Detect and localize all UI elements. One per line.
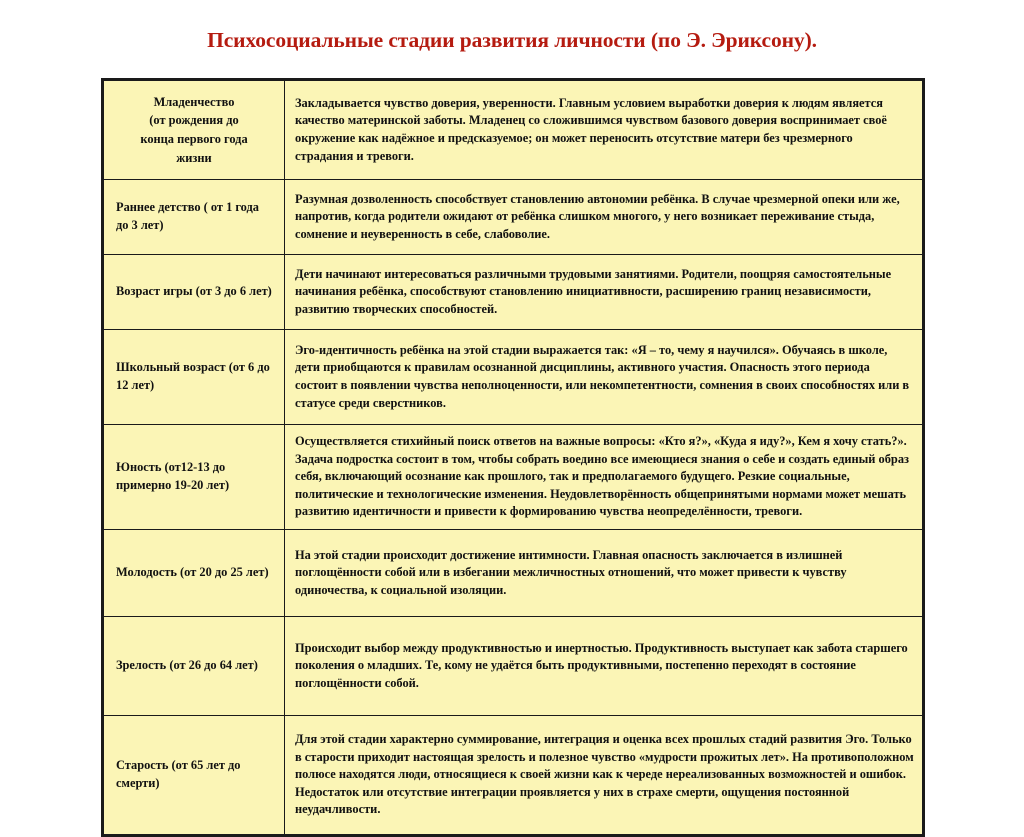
stage-description-cell: Происходит выбор между продуктивностью и инертностью. Продуктивность выступает как забота старшего поколения о младших. Те, кому не удаётся быть продуктивными, постепенно переходят в состояние поглощённости собой. [285,617,924,716]
table-row [103,425,924,530]
stage-name-line: жизни [176,150,212,165]
stage-name-cell: Зрелость (от 26 до 64 лет) [103,617,285,716]
stage-description-cell: Для этой стадии характерно суммирование, интеграция и оценка всех прошлых стадий развития Эго. Только в старости приходит настоящая зрелость и полезное чувство «мудрости прожитых лет». На противоположном полюсе находятся люди, относящиеся к своей жизни как к череде нереализованных возможностей и ошибок. Недостаток или отсутствие интеграции проявляется у них в страхе смерти, ощущения постоянной неудачливости. [285,716,924,836]
stage-description-cell: Эго-идентичность ребёнка на этой стадии выражается так: «Я – то, чему я научился». Обучаясь в школе, дети приобщаются к правилам осознанной дисциплины, активного участия. Опасность этого периода состоит в появлении чувства неполноценности, или некомпетентности, сомнения в своих способностях или в статусе среди сверстников. [285,330,924,425]
stage-name-line: Младенчество [153,94,235,109]
stage-name-cell: Юность (от12-13 до примерно 19-20 лет) [103,425,285,530]
stage-name-cell: Школьный возраст (от 6 до 12 лет) [103,330,285,425]
stage-name-line: конца первого года [140,132,248,146]
stage-description-cell: На этой стадии происходит достижение интимности. Главная опасность заключается в излишней поглощённости собой или в избегании межличностных отношений, что может привести к чувству одиночества, к социальной изоляции. [285,530,924,617]
stage-description-cell: Разумная дозволенность способствует становлению автономии ребёнка. В случае чрезмерной опеки или же, напротив, когда родители ожидают от ребёнка слишком многого, у него возникает переживание стыда, сомнение и неуверенность в себе, слабоволие. [285,180,924,255]
stages-table-wrapper [101,78,925,837]
stage-description-cell: Осуществляется стихийный поиск ответов на важные вопросы: «Кто я?», «Куда я иду?», Кем я хочу стать?». Задача подростка состоит в том, чтобы собрать воедино все имеющиеся знания о себе и создать единый образ себя, включающий осознание как прошлого, так и предполагаемого будущего. Резкие социальные, политические и технологические изменения. Неудовлетворённость общепринятыми нормами может мешать развитию идентичности и привести к формированию чувства неопределённости, тревоги. [285,425,924,530]
stage-name-cell: Раннее детство ( от 1 года до 3 лет) [103,180,285,255]
table-row [103,617,924,716]
table-body [103,80,924,836]
stage-name-cell [103,80,285,180]
stage-description-cell: Закладывается чувство доверия, уверенности. Главным условием выработки доверия к людям является качество материнской заботы. Младенец со сложившимся чувством базового доверия воспринимает своё окружение как надёжное и предсказуемое; он может переносить отсутствие матери без чрезмерного страдания и тревоги. [285,80,924,180]
stage-description-cell: Дети начинают интересоваться различными трудовыми занятиями. Родители, поощряя самостоятельные начинания ребёнка, способствуют становлению инициативности, расширению границ независимости, развитию творческих способностей. [285,255,924,330]
table-row [103,255,924,330]
table-row [103,80,924,180]
stage-name-cell: Старость (от 65 лет до смерти) [103,716,285,836]
table-row [103,716,924,836]
table-row [103,530,924,617]
psychosocial-stages-table [101,78,925,837]
table-row [103,180,924,255]
stage-name-cell: Возраст игры (от 3 до 6 лет) [103,255,285,330]
stage-name-line: (от рождения до [149,113,239,128]
table-row [103,330,924,425]
stage-name-cell: Молодость (от 20 до 25 лет) [103,530,285,617]
page-title: Психосоциальные стадии развития личности (по Э. Эриксону). [207,28,817,52]
